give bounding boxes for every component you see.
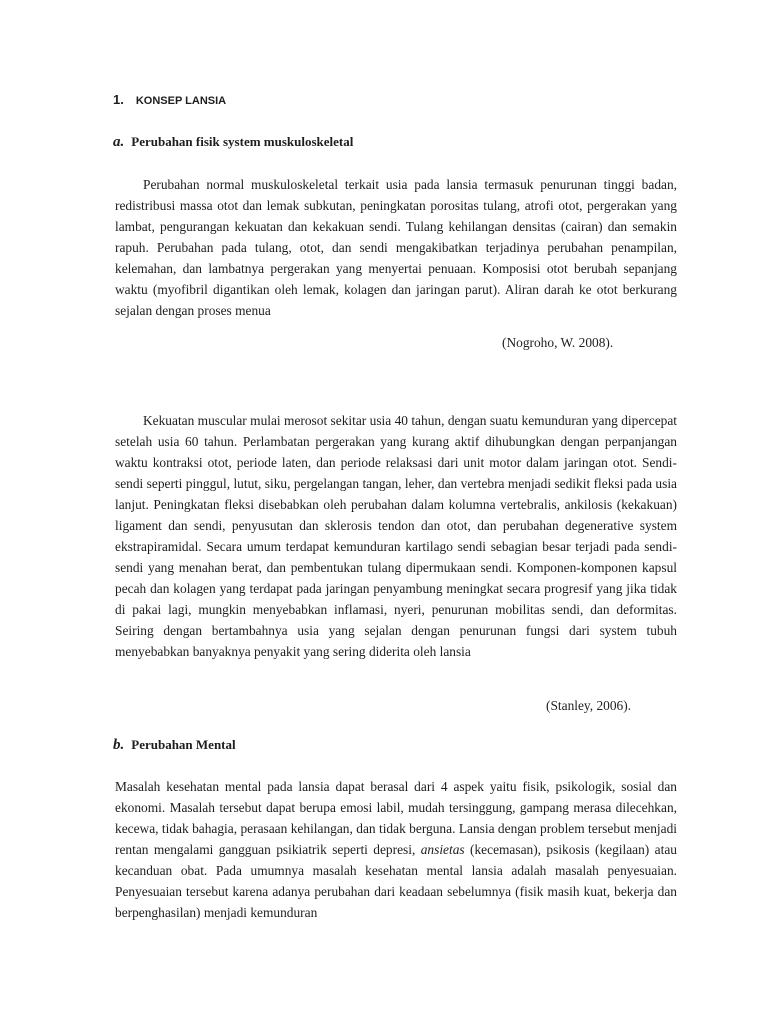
paragraph-2 bbox=[115, 410, 677, 662]
paragraph-3 bbox=[115, 776, 677, 923]
citation-1: (Nogroho, W. 2008). bbox=[502, 335, 614, 350]
paragraph-3-text-before: Masalah kesehatan mental pada lansia dapat berasal dari 4 aspek yaitu fisik, psikologik, sosial dan ekonomi. Masalah tersebut dapat berupa emosi labil, mudah tersinggung, gampang merasa dilecehkan, kecewa, tidak bahagia, perasaan kehilangan, dan tidak berguna. Lansia dengan problem tersebut menjadi rentan mengalami gangguan psikiatrik seperti depresi, bbox=[115, 779, 677, 857]
subheading-a-title: Perubahan fisik system muskuloskeletal bbox=[131, 134, 354, 149]
section-title: KONSEP LANSIA bbox=[135, 95, 227, 107]
section-heading bbox=[113, 92, 226, 107]
section-number: 1. bbox=[113, 92, 124, 107]
subheading-a-letter: a. bbox=[113, 134, 125, 150]
paragraph-1 bbox=[115, 174, 677, 321]
subheading-b-title: Perubahan Mental bbox=[131, 737, 236, 752]
paragraph-3-text-after: (kecemasan), psikosis (kegilaan) atau kecanduan obat. Pada umumnya masalah kesehatan mental lansia adalah masalah penyesuaian. Penyesuaian tersebut karena adanya perubahan dari keadaan sebelumnya (fisik masih kuat, bekerja dan berpenghasilan) menjadi kemunduran bbox=[115, 842, 677, 920]
subheading-b bbox=[113, 737, 236, 754]
subheading-a bbox=[113, 134, 353, 151]
subheading-b-letter: b. bbox=[113, 737, 125, 753]
paragraph-1-text: Perubahan normal muskuloskeletal terkait usia pada lansia termasuk penurunan tinggi badan, redistribusi massa otot dan lemak subkutan, peningkatan porositas tulang, atrofi otot, pergerakan yang lambat, pengurangan kekuatan dan kekakuan sendi. Tulang kehilangan densitas (cairan) dan semakin rapuh. Perubahan pada tulang, otot, dan sendi mengakibatkan terjadinya perubahan penampilan, kelemahan, dan lambatnya pergerakan yang menyertai penuaan. Komposisi otot berubah sepanjang waktu (myofibril digantikan oleh lemak, kolagen dan jaringan parut). Aliran darah ke otot berkurang sejalan dengan proses menua bbox=[115, 177, 677, 318]
citation-2: (Stanley, 2006). bbox=[546, 698, 632, 713]
paragraph-3-italic-term: ansietas bbox=[420, 842, 465, 857]
paragraph-2-text: Kekuatan muscular mulai merosot sekitar usia 40 tahun, dengan suatu kemunduran yang dipercepat setelah usia 60 tahun. Perlambatan pergerakan yang kurang aktif dihubungkan dengan perpanjangan waktu kontraksi otot, periode laten, dan periode relaksasi dari unit motor dalam jaringan otot. Sendi-sendi seperti pinggul, lutut, siku, pergelangan tangan, leher, dan vertebra menjadi sedikit fleksi pada usia lanjut. Peningkatan fleksi disebabkan oleh perubahan dalam kolumna vertebralis, ankilosis (kekakuan) ligament dan sendi, penyusutan dan sklerosis tendon dan otot, dan perubahan degenerative system ekstrapiramidal. Secara umum terdapat kemunduran kartilago sendi sebagian besar terjadi pada sendi-sendi yang menahan berat, dan pembentukan tulang dipermukaan sendi. Komponen-komponen kapsul pecah dan kolagen yang terdapat pada jaringan penyambung meningkat secara progresif yang jika tidak di pakai lagi, mungkin menyebabkan inflamasi, nyeri, penurunan mobilitas sendi, dan deformitas. Seiring dengan bertambahnya usia yang sejalan dengan penurunan fungsi dari system tubuh menyebabkan banyaknya penyakit yang sering diderita oleh lansia bbox=[115, 413, 677, 659]
